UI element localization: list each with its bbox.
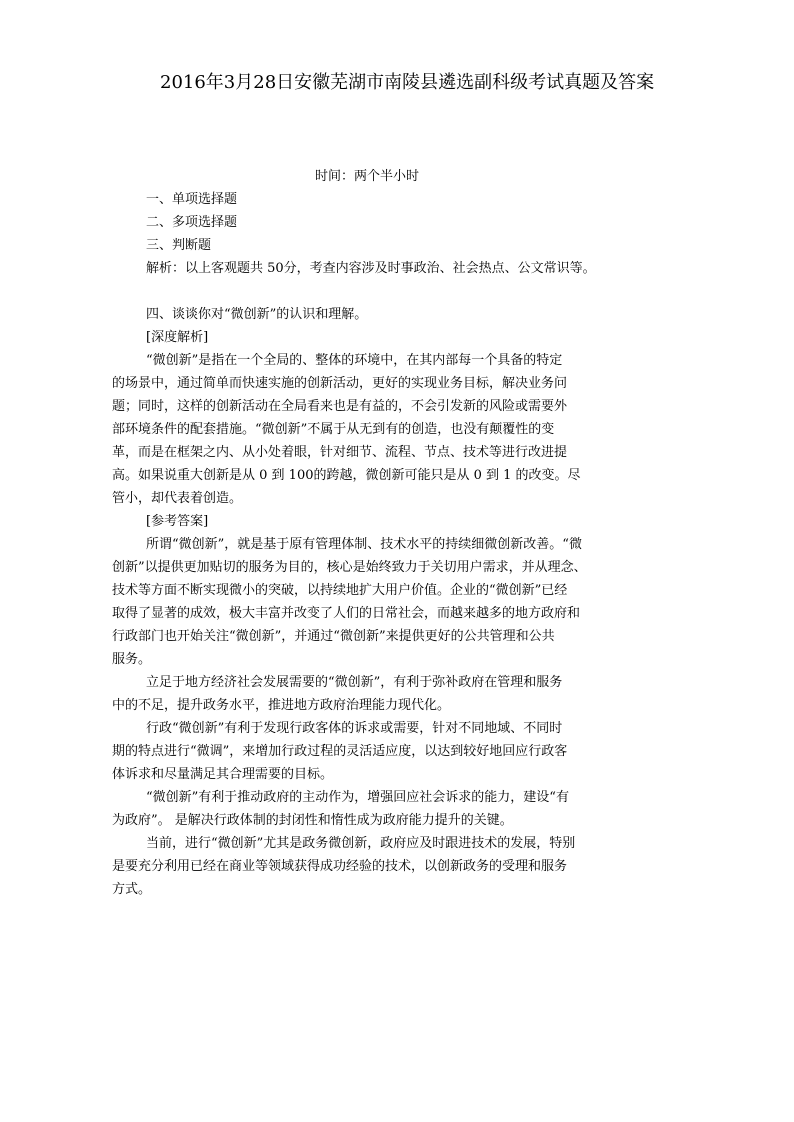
blank-line [112, 280, 642, 303]
answer-p1-line-2: 创新”以提供更加贴切的服务为目的，核心是始终致力于关切用户需求，并从理念、 [112, 560, 587, 575]
answer-p3-line-2: 期的特点进行“微调”，来增加行政过程的灵活适应度，以达到较好地回应行政客 [112, 744, 568, 759]
deep-analysis-line-3: 题；同时，这样的创新活动在全局看来也是有益的，不会引发新的风险或需要外 [112, 399, 568, 414]
deep-analysis-paragraph [112, 349, 642, 510]
answer-p5-line-2: 是要充分利用已经在商业等领域获得成功经验的技术，以创新政务的受理和服务 [112, 859, 568, 874]
answer-paragraph-5 [112, 832, 642, 901]
section-1: 一、单项选择题 [146, 192, 238, 207]
document-title: 2016年3月28日安徽芜湖市南陵县遴选副科级考试真题及答案 [160, 72, 655, 93]
section-3: 三、判断题 [146, 238, 212, 253]
deep-analysis-label: [深度解析] [146, 330, 209, 345]
section-2: 二、多项选择题 [146, 215, 238, 230]
answer-p2-line-1: 立足于地方经济社会发展需要的“微创新”，有利于弥补政府在管理和服务 [146, 675, 563, 690]
deep-analysis-line-5: 革，而是在框架之内、从小处着眼，针对细节、流程、节点、技术等进行改进提 [112, 445, 568, 460]
answer-p1-line-5: 行政部门也开始关注“微创新”，并通过“微创新”来提供更好的公共管理和公共 [112, 629, 555, 644]
answer-paragraph-1 [112, 533, 642, 671]
answer-p3-line-1: 行政“微创新”有利于发现行政客体的诉求或需要，针对不同地域、不同时 [146, 721, 563, 736]
answer-p1-line-4: 取得了显著的成效，极大丰富并改变了人们的日常社会，而越来越多的地方政府和 [112, 606, 581, 621]
answer-p4-line-2: 为政府”。 是解决行政体制的封闭性和惰性成为政府能力提升的关键。 [112, 813, 513, 828]
question-four: 四、谈谈你对“微创新”的认识和理解。 [146, 307, 368, 322]
answer-paragraph-3 [112, 717, 642, 786]
analysis-note: 解析：以上客观题共 50分，考查内容涉及时事政治、社会热点、公文常识等。 [146, 261, 596, 276]
document-body [112, 165, 642, 901]
answer-p5-line-3: 方式。 [112, 882, 152, 897]
answer-paragraph-4 [112, 786, 642, 832]
deep-analysis-line-1: “微创新”是指在一个全局的、整体的环境中，在其内部每一个具备的特定 [146, 353, 563, 368]
reference-answer-label: [参考答案] [146, 514, 209, 529]
deep-analysis-line-4: 部环境条件的配套措施。“微创新”不属于从无到有的创造，也没有颠覆性的变 [112, 422, 555, 437]
answer-p3-line-3: 体诉求和尽量满足其合理需要的目标。 [112, 767, 334, 782]
answer-p2-line-2: 中的不足，提升政务水平，推进地方政府治理能力现代化。 [112, 698, 451, 713]
deep-analysis-line-6: 高。如果说重大创新是从 0 到 100的跨越，微创新可能只是从 0 到 1 的改变。尽 [112, 468, 581, 483]
deep-analysis-line-2: 的场景中，通过简单而快速实施的创新活动，更好的实现业务目标，解决业务问 [112, 376, 568, 391]
answer-p1-line-1: 所谓“微创新”，就是基于原有管理体制、技术水平的持续细微创新改善。“微 [146, 537, 582, 552]
answer-p4-line-1: “微创新”有利于推动政府的主动作为，增强回应社会诉求的能力，建设“有 [146, 790, 569, 805]
answer-p5-line-1: 当前，进行“微创新”尤其是政务微创新，政府应及时跟进技术的发展，特别 [146, 836, 576, 851]
deep-analysis-line-7: 管小，却代表着创造。 [112, 491, 243, 506]
answer-p1-line-6: 服务。 [112, 652, 152, 667]
time-line: 时间：两个半小时 [314, 169, 419, 184]
answer-paragraph-2 [112, 671, 642, 717]
answer-p1-line-3: 技术等方面不断实现微小的突破，以持续地扩大用户价值。企业的“微创新”已经 [112, 583, 568, 598]
